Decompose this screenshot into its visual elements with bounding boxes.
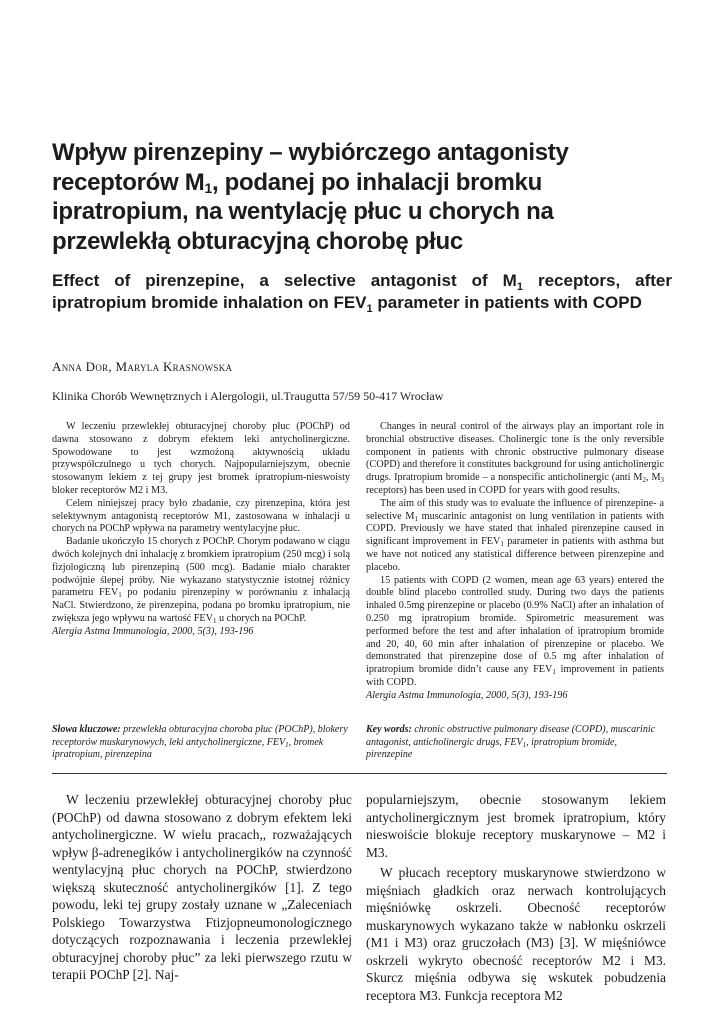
title-english-text-3: parameter in patients with COPD — [372, 293, 642, 312]
abstract-english-paragraph-1 — [366, 421, 664, 498]
abstract-polish-p3-text-c: u chorych na POChP. — [216, 612, 307, 624]
body-left-paragraph-1: W leczeniu przewlekłej obturacyjnej choroby płuc (POChP) od dawna stosowano z dobrym efektem leki antycholinergiczne. W wielu pracach,, rozważających wpływ β-adrenegików i antycholinergików na czynność wentylacyjną płuc chorych na POChP, stwierdzono większą skuteczność antycholinergików [1]. Z tego powodu, leki tej grupy zostały uznane w „Zaleceniach Polskiego Towarzystwa Ftizjopneumonologicznego dotyczących rozpoznawania i leczenia przewlekłej obturacyjnej choroby płuc” za leki pierwszego rzutu w terapii POChP [2]. Naj- — [52, 792, 352, 982]
abstract-english-p3-sub-1: 1 — [552, 668, 556, 677]
abstract-english-p1-text: Changes in neural control of the airways play an important role in bronchial obstructive diseases. Cholinergic tone is the only reversible component in patients with chronic obstructive pulmonary disease (COPD) and therefore it constitutes background for using anticholinergic drugs. Ipratropium bromide – a nonspecific anticholinergic (anti M — [366, 421, 665, 484]
abstract-english-p3-text-b: improvement in patients with COPD. — [366, 664, 664, 688]
abstract-english-citation: Alergia Astma Immunologia, 2000, 5(3), 193-196 — [366, 689, 568, 701]
abstract-english — [366, 421, 664, 703]
abstract-polish-paragraph-1: W leczeniu przewlekłej obturacyjnej choroby płuc (POChP) od dawna stosowano z dobrym efektem leki antycholinergiczne. Spowodowane to jest wzmożoną aktywnością układu przywspółczulnego u tych chorych. Najpopularniejszym, obecnie stosowanym lekiem z tej grupy jest bromek ipratropium-nieswoisty bloker receptorów M2 i M3. — [52, 421, 350, 496]
keywords-english-text-a: chronic obstructive pulmonary disease (COPD), muscarinic antagonist, anticholinergic drugs, FEV — [366, 724, 656, 748]
title-english-text-2: receptors, after ipratropium bromide inhalation on FEV — [52, 271, 672, 312]
abstract-polish-paragraph-3 — [52, 536, 350, 626]
abstract-polish-p3-sub-1: 1 — [118, 591, 122, 600]
abstract-polish-p3-text-a: Badanie ukończyło 15 chorych z POChP. Chorym podawano w ciągu dwóch kolejnych dni inhalację z bromkiem ipratropium (250 mcg) i solą fizjologiczną lub pirenzepiną (500 mcg). Badanie miało charakter podwójnie ślepej próby. Nie wykazano statystycznie istotnej różnicy parametru FEV — [52, 536, 350, 599]
title-english-subscript-1: 1 — [516, 281, 523, 293]
abstract-polish-p3-sub-2: 1 — [212, 616, 217, 625]
abstract-english-p1-end: receptors) has been used in COPD for years with good results. — [366, 484, 620, 496]
title-english — [52, 270, 672, 314]
title-english-subscript-2: 1 — [366, 303, 373, 315]
title-polish-subscript: 1 — [204, 179, 212, 196]
title-polish-text-1: Wpływ pirenzepiny – wybiórczego antagonisty receptorów M — [52, 139, 569, 196]
title-polish — [52, 138, 672, 256]
body-right-paragraph-1: popularniejszym, obecnie stosowanym lekiem antycholinergicznym jest bromek ipratropium, który nieswoiście blokuje receptory muskarynowe – M2 i M3. — [366, 792, 666, 860]
abstract-english-p2-sub-2: 1 — [500, 540, 504, 549]
abstract-english-p2-text-a: The aim of this study was to evaluate the influence of pirenzepine- a selective M — [366, 497, 664, 522]
abstract-english-p2-text-c: parameter in patients with asthma but we have not noticed any statistical difference between pirenzepine and placebo. — [366, 536, 664, 573]
abstract-polish — [52, 421, 350, 639]
abstract-english-paragraph-3 — [366, 575, 664, 690]
abstract-english-p2-text-b: muscarinic antagonist on lung ventilation in patients with COPD. Previously we have stated that inhaled pirenzepine caused in significant improvement in FEV — [366, 510, 664, 548]
abstract-polish-p3-text-b: po podaniu pirenzepiny w porównaniu z inhalacją NaCl. Stwierdzono, że pirenzepina, podana po bromku ipratropium, nie zwiększa jego wpływu na wartość FEV — [52, 587, 350, 624]
section-divider — [52, 773, 667, 774]
authors: Anna Dor, Maryla Krasnowska — [52, 359, 233, 374]
keywords-polish-text-b: , bromek ipratropium, pirenzepina — [52, 736, 324, 760]
abstract-polish-paragraph-2: Celem niniejszej pracy było zbadanie, czy pirenzepina, która jest selektywnym antagonistą receptorów M1, zastosowana w inhalacji u chorych na POChP wpływa na parametry wentylacyjne płuc. — [52, 497, 350, 535]
title-english-text-1: Effect of pirenzepine, a selective antagonist of M — [52, 271, 517, 290]
body-column-right — [366, 791, 666, 1004]
keywords-english-text-b: , ipratropium bromide, pirenzepine — [366, 736, 617, 760]
keywords-english — [366, 724, 664, 762]
abstract-english-p3-text-a: 15 patients with COPD (2 women, mean age 63 years) entered the double blind placebo controlled study. During two days the patients inhaled 0.5mg pirenzepine or placebo (0.9% NaCl) after an inhalation of 0.250 mg ipratropium bromide. Spirometric measurement was performed before the test and after inhalation of ipratropium bromide and 20, 40, 60 min after inhalation of pirenzepine or placebo. We demonstrated that pirenzepine dose of 0.5 mg after inhalation of ipratropium bromide didn’t cause any FEV — [366, 574, 664, 676]
abstract-english-paragraph-2 — [366, 498, 664, 575]
keywords-polish-text-a: przewlekła obturacyjna choroba płuc (POChP), blokery receptorów muskarynowych, leki antycholinergiczne, FEV — [52, 724, 348, 748]
body-column-left — [52, 791, 352, 984]
abstract-english-p2-sub-1: 1 — [414, 514, 418, 523]
keywords-polish — [52, 724, 350, 762]
body-right-paragraph-2: W płucach receptory muskarynowe stwierdzono w mięśniach gładkich oraz nerwach kontrolujących mięśniówkę oskrzeli. Obecność receptorów muskarynowych wykazano także w nabłonku oskrzeli (M1 i M3) oraz gruczołach (M3) [3]. W mięśniówce oskrzeli wykryto obecność receptorów M2 i M3. Skurcz mięśnia odbywa się wskutek pobudzenia receptora M3. Funkcja receptora M2 — [366, 865, 666, 1003]
affiliation: Klinika Chorób Wewnętrznych i Alergologii, ul.Traugutta 57/59 50-417 Wrocław — [52, 389, 444, 403]
keywords-english-label: Key words: — [366, 724, 412, 735]
abstract-english-p1-sub-2: 3 — [660, 476, 665, 485]
keywords-polish-label: Słowa kluczowe: — [52, 724, 121, 735]
abstract-english-p1-sub-1: 2 — [642, 476, 646, 485]
title-polish-text-2: , podanej po inhalacji bromku ipratropium, na wentylację płuc u chorych na przewlekłą obturacyjną chorobę płuc — [52, 168, 554, 255]
keywords-english-sub: 1 — [522, 740, 527, 749]
abstract-english-p1-mid: , M — [645, 472, 661, 484]
abstract-polish-citation: Alergia Astma Immunologia, 2000, 5(3), 193-196 — [52, 625, 254, 637]
keywords-polish-sub: 1 — [285, 740, 289, 749]
